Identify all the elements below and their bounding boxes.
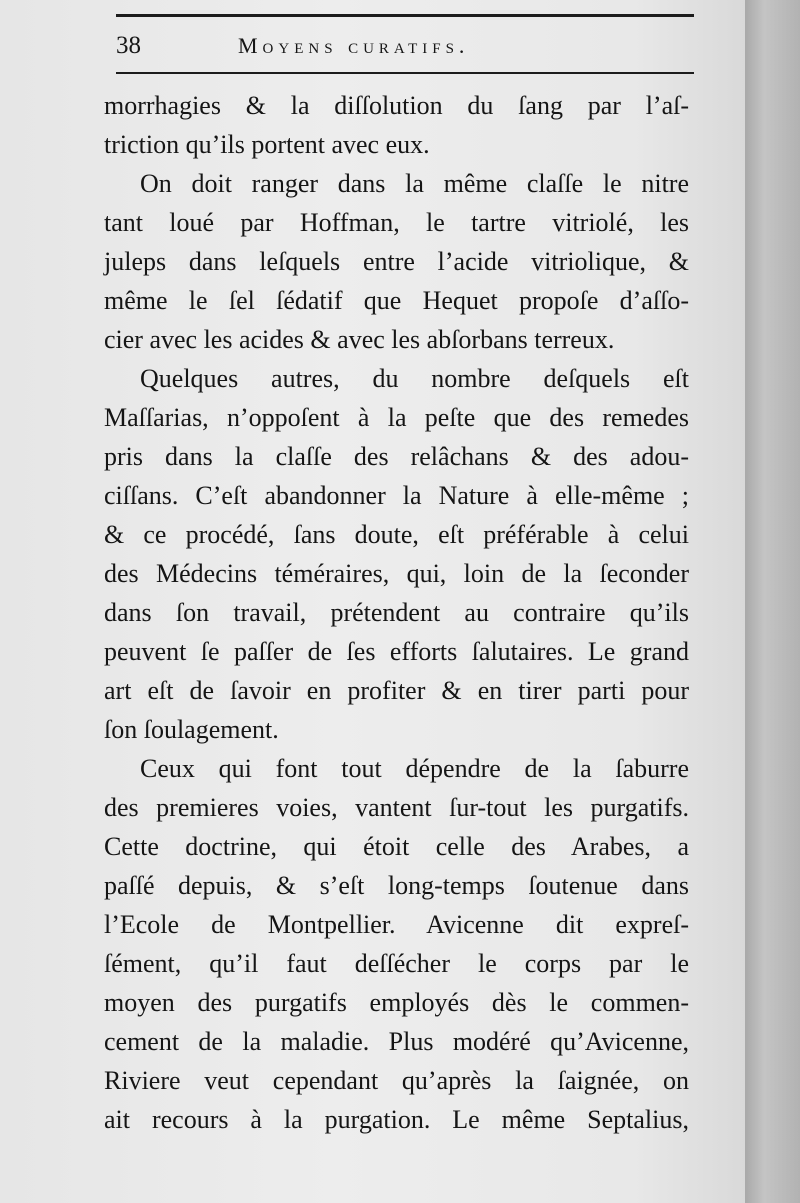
text-line: triction qu’ils portent avec eux. xyxy=(104,130,430,159)
text-line: pris dans la claſſe des relâchans & des adou- xyxy=(104,442,689,471)
text-line: des premieres voies, vantent ſur-tout les purgatifs. xyxy=(104,793,689,822)
text-line: dans ſon travail, prétendent au contraire qu’ils xyxy=(104,598,689,627)
text-line: & ce procédé, ſans doute, eſt préférable à celui xyxy=(104,520,689,549)
header-top-rule xyxy=(116,14,694,17)
text-line: ciſſans. C’eſt abandonner la Nature à elle-même ; xyxy=(104,481,689,510)
text-line: juleps dans leſquels entre l’acide vitriolique, & xyxy=(104,247,689,276)
page-number: 38 xyxy=(116,32,141,59)
text-line: l’Ecole de Montpellier. Avicenne dit expreſ- xyxy=(104,910,689,939)
text-line: tant loué par Hoffman, le tartre vitriolé, les xyxy=(104,208,689,237)
text-line: On doit ranger dans la même claſſe le nitre xyxy=(140,169,689,198)
text-line: peuvent ſe paſſer de ſes efforts ſalutaires. Le grand xyxy=(104,637,689,666)
text-line: même le ſel ſédatif que Hequet propoſe d’aſſo- xyxy=(104,286,689,315)
text-line: Maſſarias, n’oppoſent à la peſte que des remedes xyxy=(104,403,689,432)
text-line: art eſt de ſavoir en profiter & en tirer parti pour xyxy=(104,676,689,705)
header-bottom-rule xyxy=(116,72,694,74)
text-line: Cette doctrine, qui étoit celle des Arabes, a xyxy=(104,832,689,861)
text-line: ſément, qu’il faut deſſécher le corps par le xyxy=(104,949,689,978)
text-line: paſſé depuis, & s’eſt long-temps ſoutenue dans xyxy=(104,871,689,900)
running-title: Moyens curatifs. xyxy=(238,33,470,58)
text-line: Ceux qui font tout dépendre de la ſaburre xyxy=(140,754,689,783)
body-text xyxy=(104,86,689,1139)
text-line: Quelques autres, du nombre deſquels eſt xyxy=(140,364,689,393)
text-line: ait recours à la purgation. Le même Septalius, xyxy=(104,1105,689,1134)
text-line: moyen des purgatifs employés dès le commen- xyxy=(104,988,689,1017)
text-line: Riviere veut cependant qu’après la ſaignée, on xyxy=(104,1066,689,1095)
text-line: morrhagies & la diſſolution du ſang par l’aſ- xyxy=(104,91,689,120)
text-line: des Médecins téméraires, qui, loin de la ſeconder xyxy=(104,559,689,588)
book-gutter xyxy=(745,0,800,1203)
text-line: cement de la maladie. Plus modéré qu’Avicenne, xyxy=(104,1027,689,1056)
text-line: ſon ſoulagement. xyxy=(104,715,279,744)
text-line: cier avec les acides & avec les abſorbans terreux. xyxy=(104,325,615,354)
